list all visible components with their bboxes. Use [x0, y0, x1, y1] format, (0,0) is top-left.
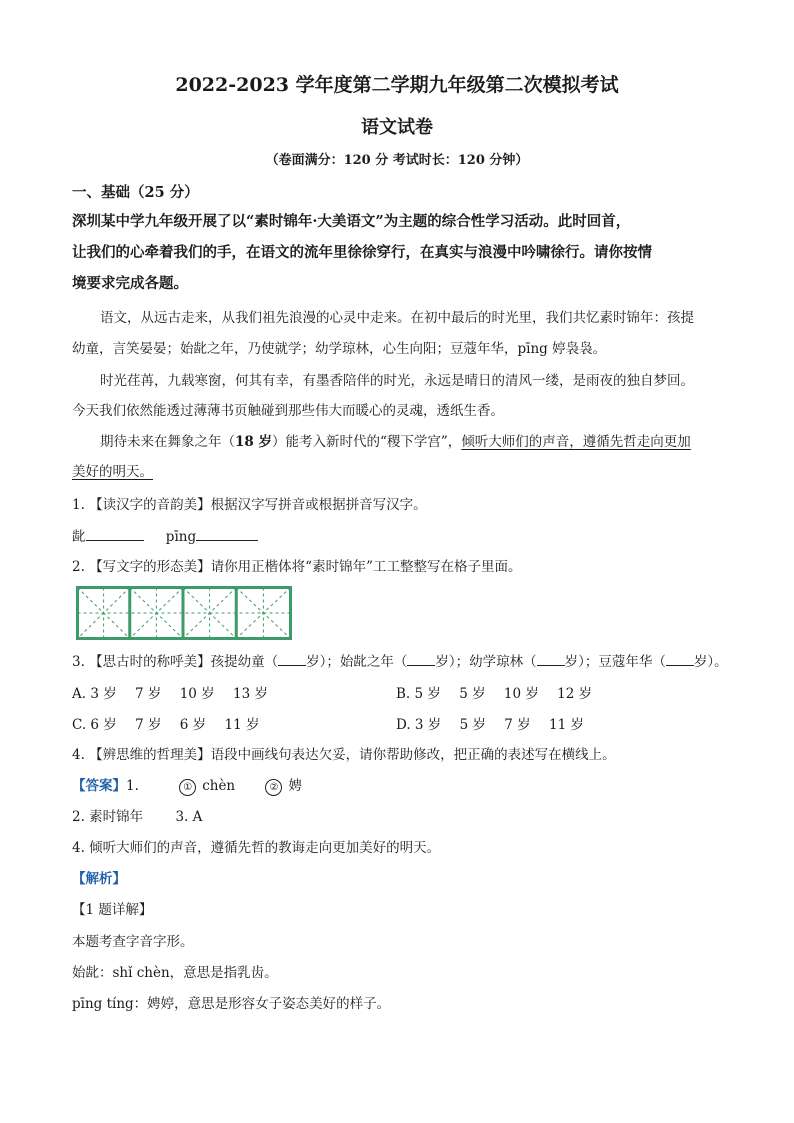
option-c[interactable] — [72, 713, 259, 733]
answer-q2: 2. 素时锦年 — [72, 809, 144, 825]
option-c-v1: C. 6 岁 — [72, 717, 117, 733]
q1-blank-1[interactable] — [86, 526, 144, 541]
q3-part-2: 岁）；始龀之年（ — [306, 654, 408, 670]
intro-line-1: 深圳某中学九年级开展了以“素时锦年·大美语文”为主题的综合性学习活动。此时回首， — [72, 213, 631, 230]
option-a[interactable] — [72, 682, 268, 702]
answer-1-a: chèn — [202, 778, 236, 794]
writing-grid[interactable] — [76, 586, 292, 640]
q1-char: 龀 — [72, 529, 86, 545]
answer-num-1: 1. — [126, 778, 139, 794]
q1-pinyin: pīng — [165, 529, 197, 545]
para2-line-2: 今天我们依然能透过薄薄书页触碰到那些伟大而暖心的灵魂，透纸生香。 — [72, 403, 504, 419]
para1-line-2: 幼童，言笑晏晏；始龀之年，乃使就学；幼学琼林，心生向阳；豆蔻年华，pīng 婷袅袅。 — [72, 341, 607, 357]
option-c-v3: 6 岁 — [179, 717, 207, 733]
q3-blank-3[interactable] — [537, 651, 565, 666]
option-c-v2: 7 岁 — [135, 717, 162, 733]
exam-info: （卷面满分：120 分 考试时长：120 分钟） — [265, 153, 529, 168]
circle-2-icon: ② — [265, 779, 282, 796]
section-heading: 一、基础（25 分） — [72, 184, 199, 201]
option-a-v2: 7 岁 — [135, 686, 162, 702]
option-d-v4: 11 岁 — [548, 717, 584, 733]
para1-line-1: 语文，从远古走来，从我们祖先浪漫的心灵中走来。在初中最后的时光里，我们共忆素时锦年：孩提 — [100, 310, 694, 326]
option-b-v1: B. 5 岁 — [396, 686, 441, 702]
question-3 — [72, 651, 728, 672]
para3-mid: ）能考入新时代的“稷下学宫”， — [272, 434, 462, 450]
para3-age: 18 岁 — [235, 434, 272, 450]
q1-detail-heading: 【1 题详解】 — [72, 902, 153, 918]
analysis-line-2: 始龀：shǐ chèn，意思是指乳齿。 — [72, 965, 278, 981]
option-d-v3: 7 岁 — [504, 717, 531, 733]
option-d-v2: 5 岁 — [459, 717, 486, 733]
option-b-v2: 5 岁 — [459, 686, 486, 702]
exam-title: 2022-2023 学年度第二学期九年级第二次模拟考试 — [175, 74, 619, 96]
q3-part-4: 岁）；豆蔻年华（ — [564, 654, 666, 670]
q1-blank-2[interactable] — [196, 526, 258, 541]
para3-line-1 — [100, 432, 691, 452]
circle-1-icon: ① — [179, 779, 196, 796]
option-c-v4: 11 岁 — [224, 717, 260, 733]
answer-q2-q3 — [72, 807, 202, 827]
answer-q4: 4. 倾听大师们的声音，遵循先哲的教诲走向更加美好的明天。 — [72, 840, 441, 856]
q3-part-1: 3. 【思古时的称呼美】孩提幼童（ — [72, 654, 279, 670]
para3-line-2: 美好的明天。 — [72, 464, 153, 480]
para2-line-1: 时光荏苒，九载寒窗，何其有幸，有墨香陪伴的时光，永远是晴日的清风一缕，是雨夜的独自梦回。 — [100, 373, 694, 389]
analysis-line-1: 本题考查字音字形。 — [72, 934, 194, 950]
option-a-v4: 13 岁 — [232, 686, 268, 702]
option-d[interactable] — [396, 713, 584, 733]
answer-q3: 3. A — [175, 809, 203, 825]
q3-part-3: 岁）；幼学琼林（ — [435, 654, 537, 670]
analysis-line-3: pīng tíng：娉婷，意思是形容女子姿态美好的样子。 — [72, 996, 391, 1012]
question-4: 4. 【辨思维的哲理美】语段中画线句表达欠妥，请你帮助修改，把正确的表述写在横线上。 — [72, 747, 616, 763]
q3-part-5: 岁）。 — [693, 654, 728, 670]
option-b-v4: 12 岁 — [557, 686, 593, 702]
option-a-v1: A. 3 岁 — [72, 686, 117, 702]
q3-blank-2[interactable] — [407, 651, 435, 666]
option-b[interactable] — [396, 682, 592, 702]
analysis-label: 【解析】 — [72, 871, 126, 887]
q1-blanks — [72, 526, 258, 547]
option-d-v1: D. 3 岁 — [396, 717, 442, 733]
subject-title: 语文试卷 — [361, 117, 433, 138]
option-a-v3: 10 岁 — [179, 686, 215, 702]
answer-1-b: 娉 — [288, 778, 302, 794]
para3-start: 期待未来在舞象之年（ — [100, 434, 235, 450]
option-b-v3: 10 岁 — [503, 686, 539, 702]
q3-blank-4[interactable] — [666, 651, 694, 666]
question-1: 1. 【读汉字的音韵美】根据汉字写拼音或根据拼音写汉字。 — [72, 497, 427, 513]
intro-line-2: 让我们的心牵着我们的手，在语文的流年里徐徐穿行，在真实与浪漫中吟啸徐行。请你按情 — [72, 244, 652, 261]
question-2: 2. 【写文字的形态美】请你用正楷体将“素时锦年”工工整整写在格子里面。 — [72, 559, 522, 575]
underlined-sentence: 倾听大师们的声音，遵循先哲走向更加 — [461, 434, 691, 450]
answer-line — [72, 776, 302, 796]
intro-line-3: 境要求完成各题。 — [72, 275, 188, 292]
q3-blank-1[interactable] — [278, 651, 306, 666]
answer-label: 【答案】 — [72, 778, 126, 794]
